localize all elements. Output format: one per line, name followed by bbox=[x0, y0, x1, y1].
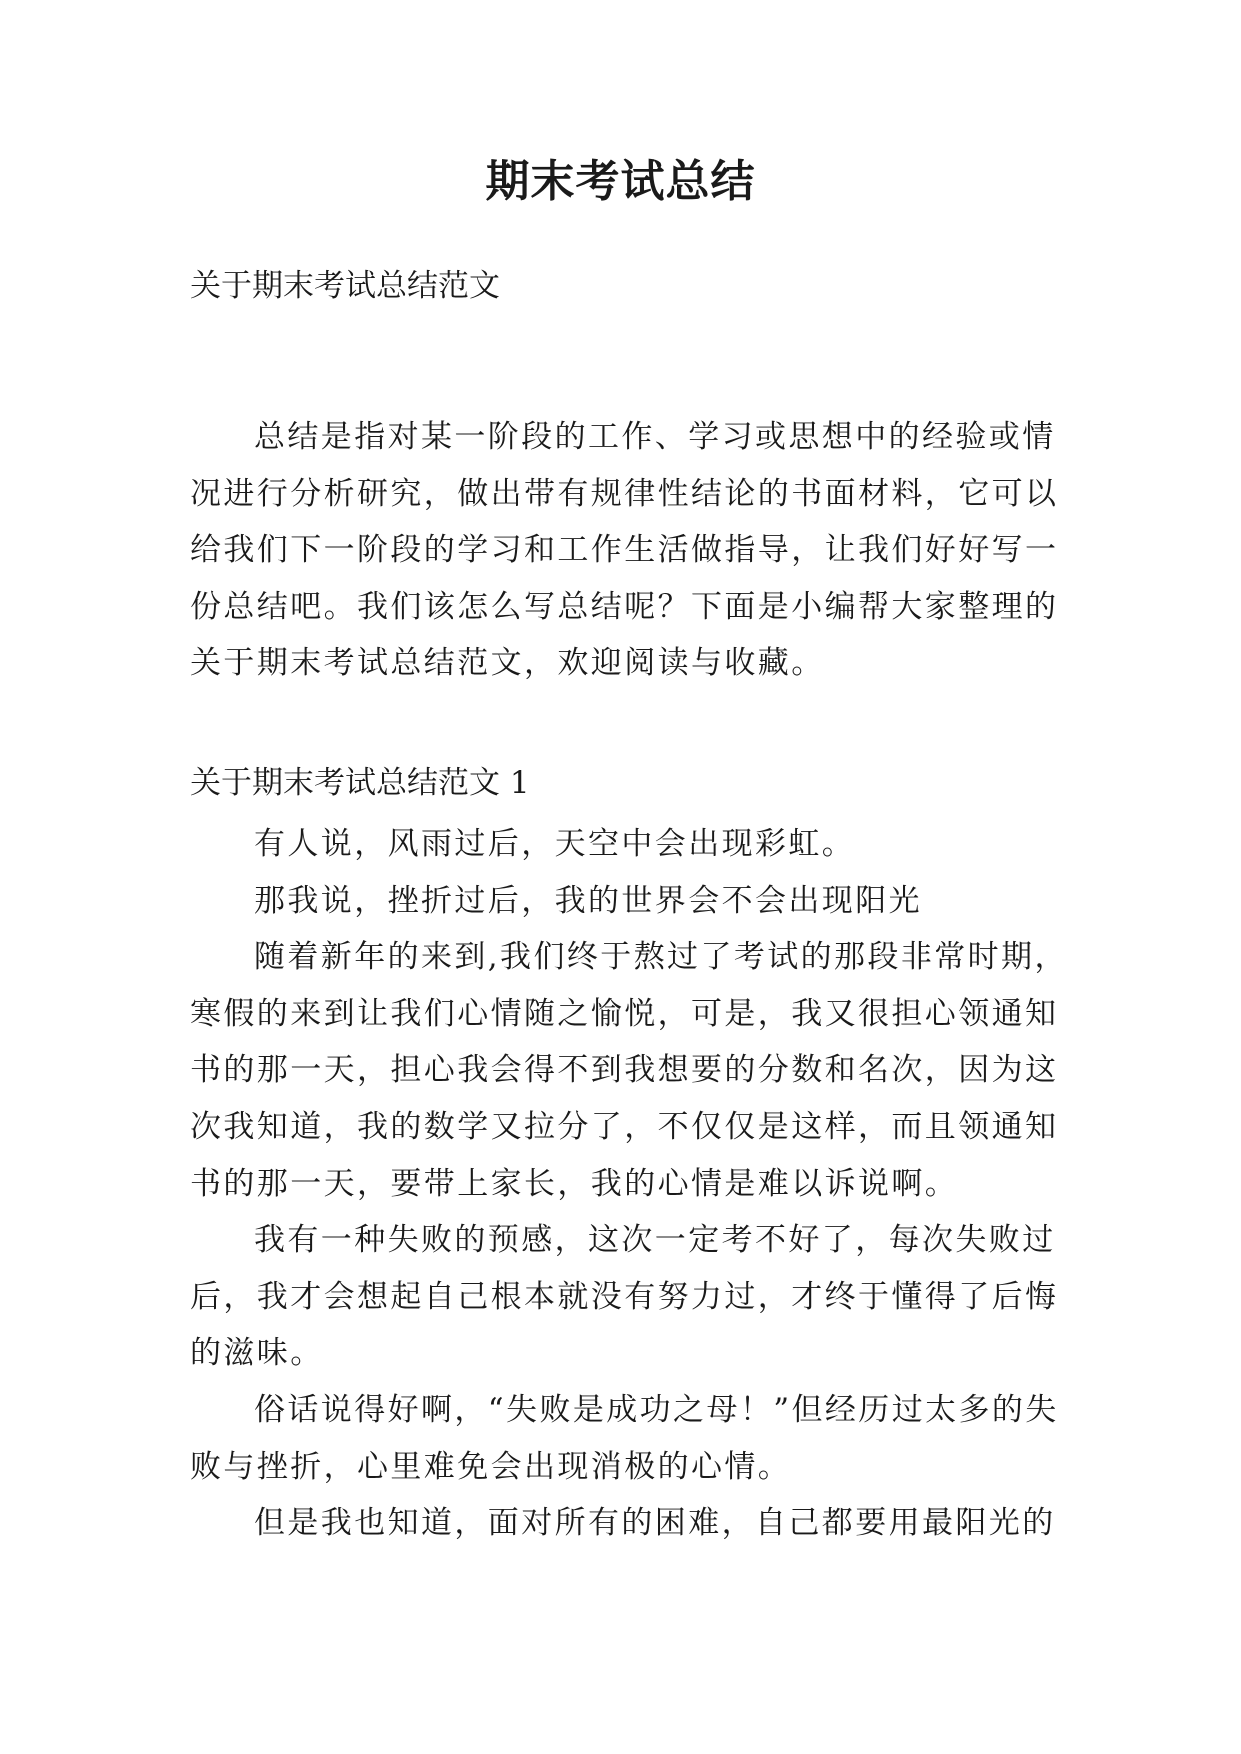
intro-line: 况进行分析研究，做出带有规律性结论的书面材料，它可以 bbox=[190, 475, 1059, 512]
intro-paragraph bbox=[190, 409, 1059, 692]
essay-line: 的滋味。 bbox=[190, 1335, 324, 1372]
document-subheading: 关于期末考试总结范文 bbox=[190, 268, 500, 304]
essay-line: 有人说，风雨过后，天空中会出现彩虹。 bbox=[254, 826, 856, 862]
essay-line: 随着新年的来到,我们终于熬过了考试的那段非常时期， bbox=[254, 939, 1068, 976]
intro-line: 总结是指对某一阶段的工作、学习或思想中的经验或情 bbox=[254, 419, 1056, 455]
essay-line: 书的那一天，担心我会得不到我想要的分数和名次，因为这 bbox=[190, 1052, 1059, 1089]
intro-line: 份总结吧。我们该怎么写总结呢？下面是小编帮大家整理的 bbox=[190, 588, 1059, 625]
essay-line: 那我说，挫折过后，我的世界会不会出现阳光 bbox=[254, 882, 922, 919]
essay-line: 但是我也知道，面对所有的困难，自己都要用最阳光的 bbox=[254, 1505, 1056, 1542]
essay-line: 次我知道，我的数学又拉分了，不仅仅是这样，而且领通知 bbox=[190, 1108, 1059, 1145]
essay-body bbox=[190, 816, 1068, 1552]
document-title: 期末考试总结 bbox=[485, 156, 756, 207]
essay-line: 败与挫折，心里难免会出现消极的心情。 bbox=[190, 1448, 792, 1485]
essay-line: 我有一种失败的预感，这次一定考不好了，每次失败过 bbox=[254, 1222, 1056, 1259]
intro-line: 给我们下一阶段的学习和工作生活做指导，让我们好好写一 bbox=[190, 532, 1059, 568]
essay-line: 后，我才会想起自己根本就没有努力过，才终于懂得了后悔 bbox=[190, 1278, 1059, 1315]
essay-line: 俗话说得好啊，“失败是成功之母！”但经历过太多的失 bbox=[254, 1391, 1059, 1428]
intro-line: 关于期末考试总结范文，欢迎阅读与收藏。 bbox=[190, 645, 825, 681]
essay-line: 寒假的来到让我们心情随之愉悦，可是，我又很担心领通知 bbox=[190, 995, 1059, 1032]
section-heading: 关于期末考试总结范文 1 bbox=[190, 765, 530, 801]
essay-line: 书的那一天，要带上家长，我的心情是难以诉说啊。 bbox=[190, 1165, 959, 1202]
